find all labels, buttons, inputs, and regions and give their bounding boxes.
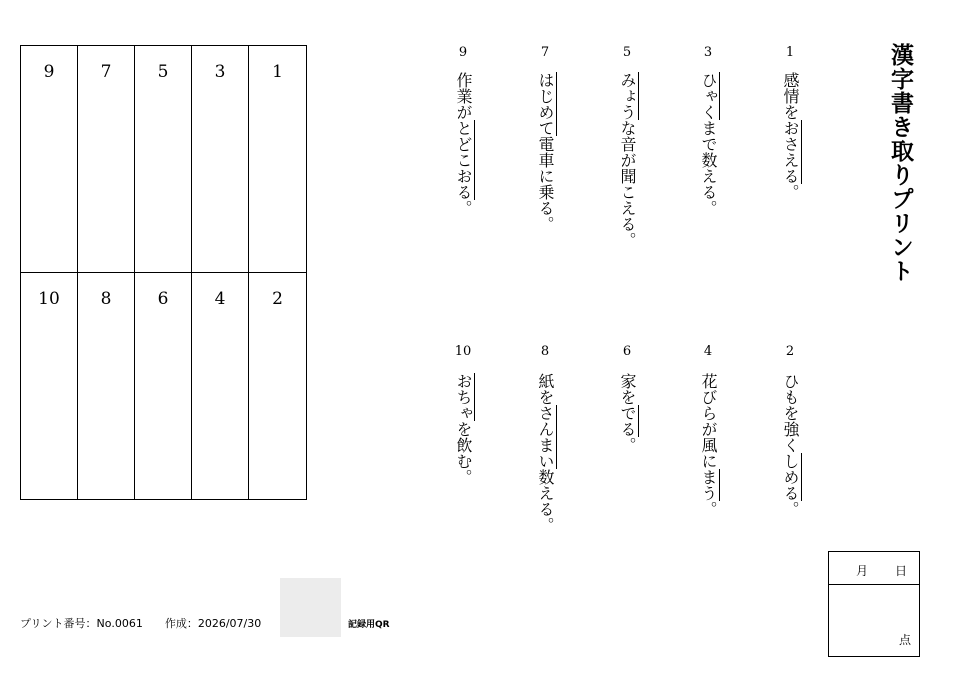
score-box — [828, 551, 920, 657]
underlined-reading: とどこおる — [454, 120, 473, 200]
month-label: 月 — [856, 564, 869, 578]
question-text — [453, 72, 473, 216]
question-number: 5 — [622, 45, 632, 60]
cell-number: 5 — [157, 62, 169, 82]
cell-number: 10 — [38, 288, 60, 309]
answer-cell[interactable] — [249, 46, 306, 273]
footer-info — [20, 615, 283, 631]
underlined-reading: まう — [699, 469, 718, 501]
question-text — [698, 373, 718, 517]
page-title: 漢字書き取りプリント — [887, 43, 913, 283]
answer-cell[interactable] — [21, 46, 78, 273]
cell-number: 8 — [100, 288, 112, 309]
underlined-reading: おちゃ — [454, 373, 473, 421]
underlined-reading: はじめて — [536, 72, 555, 136]
question-segment: 作業が — [454, 72, 473, 120]
answer-cell[interactable] — [78, 273, 135, 500]
date-row — [829, 552, 919, 585]
question-segment: 数える。 — [536, 469, 555, 533]
question-number: 2 — [785, 344, 795, 359]
answer-cell[interactable] — [192, 46, 249, 273]
question-text — [453, 373, 473, 485]
question-text — [698, 72, 718, 216]
answer-cell[interactable] — [135, 273, 192, 500]
answer-cell[interactable] — [192, 273, 249, 500]
cell-number: 2 — [272, 288, 283, 309]
answer-cell[interactable] — [249, 273, 306, 500]
question-segment: 紙を — [536, 373, 555, 405]
print-number: プリント番号：No.0061 — [20, 617, 143, 630]
question-segment: 感情を — [781, 72, 800, 120]
question-segment: 。 — [618, 437, 637, 453]
underlined-reading: しめる — [781, 453, 800, 501]
question-number: 3 — [703, 45, 713, 60]
underlined-reading: おさえる — [781, 120, 800, 184]
cell-number: 9 — [43, 62, 55, 82]
day-label: 日 — [895, 564, 908, 578]
question-number: 8 — [540, 344, 550, 359]
question-text — [617, 72, 637, 248]
cell-number: 3 — [214, 62, 226, 82]
created-date: 作成：2026/07/30 — [164, 617, 262, 630]
qr-label: 記録用QR — [348, 620, 390, 630]
question-number: 6 — [622, 344, 632, 359]
answer-cell[interactable] — [21, 273, 78, 500]
question-text — [780, 72, 800, 200]
question-number: 1 — [785, 45, 795, 60]
cell-number: 6 — [157, 288, 169, 309]
underlined-reading: さんまい — [536, 405, 555, 469]
question-segment: 家を — [618, 373, 637, 405]
question-segment: 。 — [781, 501, 800, 517]
cell-number: 4 — [214, 288, 226, 309]
question-number: 9 — [458, 45, 468, 60]
underlined-reading: みょう — [618, 72, 637, 120]
cell-number: 1 — [272, 62, 283, 82]
question-text — [535, 72, 555, 232]
question-segment: な音が聞こえる。 — [618, 120, 637, 248]
answer-grid — [20, 45, 307, 500]
question-segment: 電車に乗る。 — [536, 136, 555, 232]
underlined-reading: でる — [618, 405, 637, 437]
question-segment: 花びらが風に — [699, 373, 718, 469]
answer-cell[interactable] — [135, 46, 192, 273]
question-segment: ひもを強く — [781, 373, 800, 453]
question-text — [535, 373, 555, 533]
question-number: 4 — [703, 344, 713, 359]
question-number: 7 — [540, 45, 550, 60]
question-text — [617, 373, 637, 453]
answer-cell[interactable] — [78, 46, 135, 273]
qr-code-placeholder — [280, 578, 341, 637]
question-segment: 。 — [454, 200, 473, 216]
question-segment: まで数える。 — [699, 120, 718, 216]
question-segment: 。 — [781, 184, 800, 200]
cell-number: 7 — [100, 62, 112, 82]
question-number: 10 — [454, 344, 472, 359]
question-text — [780, 373, 800, 517]
question-segment: 。 — [699, 501, 718, 517]
question-segment: を飲む。 — [454, 421, 473, 485]
points-label: 点 — [899, 633, 912, 647]
underlined-reading: ひゃく — [699, 72, 718, 120]
